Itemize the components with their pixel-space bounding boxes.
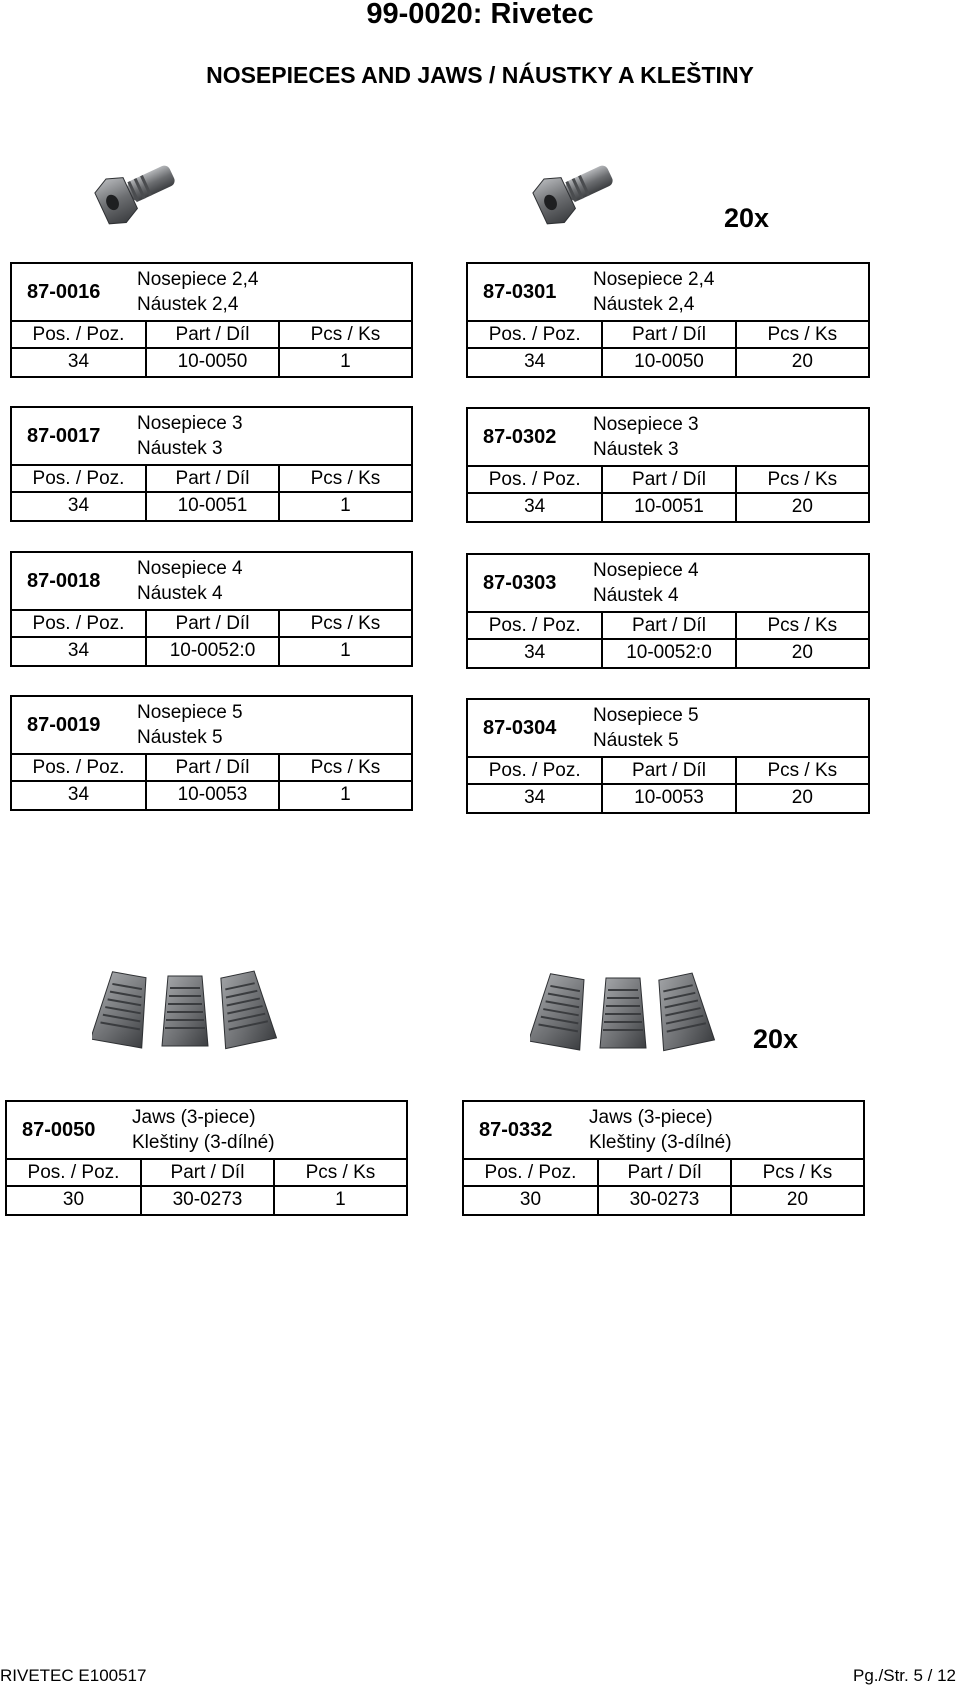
description-en: Nosepiece 5 <box>137 702 243 723</box>
table-row <box>468 494 868 521</box>
cell-part: 10-0051 <box>601 494 734 521</box>
header-part: Part / Díl <box>145 611 278 636</box>
table-row <box>7 1187 406 1214</box>
part-number: 87-0304 <box>483 716 557 739</box>
cell-part: 10-0053 <box>145 782 278 809</box>
cell-pos: 34 <box>67 351 90 372</box>
nosepiece-image-left <box>92 155 182 227</box>
description-en: Nosepiece 3 <box>593 414 699 435</box>
cell-part: 10-0050 <box>145 349 278 376</box>
description-en: Jaws (3-piece) <box>132 1107 256 1128</box>
table-header-row <box>468 322 868 349</box>
table-header-row <box>468 613 868 640</box>
description-cz: Náustek 5 <box>593 730 679 751</box>
header-part: Part / Díl <box>140 1160 273 1185</box>
header-pcs: Pcs / Ks <box>735 322 868 347</box>
nosepiece-card-left <box>10 695 413 811</box>
description-cz: Náustek 5 <box>137 727 223 748</box>
part-number: 87-0302 <box>483 425 557 448</box>
cell-part: 10-0050 <box>601 349 734 376</box>
cell-pos: 30 <box>519 1189 542 1210</box>
part-number: 87-0301 <box>483 280 557 303</box>
description-cz: Kleštiny (3-dílné) <box>589 1132 732 1153</box>
cell-pos: 34 <box>67 640 90 661</box>
cell-part: 30-0273 <box>597 1187 730 1214</box>
table-header-row <box>12 466 411 493</box>
jaws-image-left <box>92 970 282 1052</box>
header-part: Part / Díl <box>601 322 734 347</box>
cell-pcs: 20 <box>735 494 868 521</box>
part-number: 87-0332 <box>479 1118 553 1141</box>
nosepiece-card-left <box>10 551 413 667</box>
header-part: Part / Díl <box>145 322 278 347</box>
cell-part: 10-0051 <box>145 493 278 520</box>
description-cz: Náustek 4 <box>593 585 679 606</box>
description-cz: Kleštiny (3-dílné) <box>132 1132 275 1153</box>
nosepiece-card-right-head <box>468 264 868 322</box>
nosepiece-card-left-head <box>12 264 411 322</box>
cell-pos: 34 <box>67 784 90 805</box>
part-number: 87-0019 <box>27 713 101 736</box>
table-header-row <box>468 758 868 785</box>
header-pos: Pos. / Poz. <box>32 468 125 489</box>
header-pcs: Pcs / Ks <box>273 1160 406 1185</box>
description-cz: Náustek 2,4 <box>593 294 695 315</box>
page-subtitle: NOSEPIECES AND JAWS / NÁUSTKY A KLEŠTINY <box>206 62 754 88</box>
description-cz: Náustek 3 <box>593 439 679 460</box>
cell-pos: 34 <box>524 642 546 663</box>
description-en: Jaws (3-piece) <box>589 1107 713 1128</box>
table-row <box>12 493 411 520</box>
header-pos: Pos. / Poz. <box>488 760 581 781</box>
header-part: Part / Díl <box>145 466 278 491</box>
nosepiece-image-right <box>530 155 620 227</box>
description-cz: Náustek 4 <box>137 583 223 604</box>
header-pos: Pos. / Poz. <box>484 1162 577 1183</box>
part-number: 87-0303 <box>483 571 557 594</box>
nosepiece-card-left-head <box>12 408 411 466</box>
cell-pcs: 1 <box>278 638 411 665</box>
description-en: Nosepiece 4 <box>137 558 243 579</box>
cell-pos: 34 <box>67 495 90 516</box>
cell-pcs: 1 <box>278 493 411 520</box>
jaws-card-left-head <box>7 1102 406 1160</box>
table-row <box>468 785 868 812</box>
cell-pcs: 20 <box>735 640 868 667</box>
cell-pos: 34 <box>524 351 546 372</box>
header-pcs: Pcs / Ks <box>735 758 868 783</box>
cell-part: 10-0052:0 <box>601 640 734 667</box>
table-row <box>12 782 411 809</box>
header-pos: Pos. / Poz. <box>32 757 125 778</box>
cell-pcs: 20 <box>730 1187 863 1214</box>
part-number: 87-0050 <box>22 1118 96 1141</box>
page-title: 99-0020: Rivetec <box>366 0 594 30</box>
header-pos: Pos. / Poz. <box>488 615 581 636</box>
header-pcs: Pcs / Ks <box>735 467 868 492</box>
jaws-image-right <box>530 972 720 1054</box>
description-cz: Náustek 2,4 <box>137 294 239 315</box>
cell-pcs: 1 <box>273 1187 406 1214</box>
description-cz: Náustek 3 <box>137 438 223 459</box>
description-en: Nosepiece 2,4 <box>137 269 259 290</box>
cell-pos: 34 <box>524 787 546 808</box>
nosepiece-card-right-head <box>468 555 868 613</box>
cell-pos: 34 <box>524 496 546 517</box>
part-number: 87-0018 <box>27 569 101 592</box>
header-pcs: Pcs / Ks <box>735 613 868 638</box>
table-header-row <box>12 611 411 638</box>
cell-part: 30-0273 <box>140 1187 273 1214</box>
nosepiece-card-right <box>466 698 870 814</box>
cell-part: 10-0052:0 <box>145 638 278 665</box>
cell-pcs: 20 <box>735 349 868 376</box>
table-row <box>468 640 868 667</box>
table-row <box>12 349 411 376</box>
jaws-card-left <box>5 1100 408 1216</box>
header-pos: Pos. / Poz. <box>488 469 581 490</box>
header-pcs: Pcs / Ks <box>730 1160 863 1185</box>
header-part: Part / Díl <box>145 755 278 780</box>
nosepiece-card-left <box>10 262 413 378</box>
table-header-row <box>12 755 411 782</box>
nosepieces-qty-badge: 20x <box>724 203 770 233</box>
nosepiece-card-right-head <box>468 409 868 467</box>
jaws-qty-badge: 20x <box>753 1024 799 1054</box>
table-header-row <box>12 322 411 349</box>
table-row <box>464 1187 863 1214</box>
description-en: Nosepiece 5 <box>593 705 699 726</box>
footer-page-number: Pg./Str. 5 / 12 <box>852 1666 956 1685</box>
nosepiece-card-left-head <box>12 553 411 611</box>
table-header-row <box>7 1160 406 1187</box>
table-row <box>12 638 411 665</box>
jaws-card-right-head <box>464 1102 863 1160</box>
header-pcs: Pcs / Ks <box>278 611 411 636</box>
header-pcs: Pcs / Ks <box>278 322 411 347</box>
header-pos: Pos. / Poz. <box>488 324 581 345</box>
table-header-row <box>468 467 868 494</box>
cell-pcs: 20 <box>735 785 868 812</box>
nosepiece-card-right <box>466 407 870 523</box>
nosepiece-card-left-head <box>12 697 411 755</box>
description-en: Nosepiece 2,4 <box>593 269 715 290</box>
part-number: 87-0016 <box>27 280 101 303</box>
header-part: Part / Díl <box>601 758 734 783</box>
header-pos: Pos. / Poz. <box>32 324 125 345</box>
table-header-row <box>464 1160 863 1187</box>
nosepiece-card-right-head <box>468 700 868 758</box>
header-pcs: Pcs / Ks <box>278 755 411 780</box>
part-number: 87-0017 <box>27 424 101 447</box>
header-part: Part / Díl <box>597 1160 730 1185</box>
table-row <box>468 349 868 376</box>
header-pcs: Pcs / Ks <box>278 466 411 491</box>
cell-pos: 30 <box>62 1189 85 1210</box>
header-pos: Pos. / Poz. <box>27 1162 120 1183</box>
header-pos: Pos. / Poz. <box>32 613 125 634</box>
description-en: Nosepiece 4 <box>593 560 699 581</box>
cell-pcs: 1 <box>278 782 411 809</box>
nosepiece-card-left <box>10 406 413 522</box>
cell-part: 10-0053 <box>601 785 734 812</box>
header-part: Part / Díl <box>601 613 734 638</box>
header-part: Part / Díl <box>601 467 734 492</box>
footer-document-id: RIVETEC E100517 <box>0 1666 147 1685</box>
nosepiece-card-right <box>466 553 870 669</box>
jaws-card-right <box>462 1100 865 1216</box>
cell-pcs: 1 <box>278 349 411 376</box>
nosepiece-card-right <box>466 262 870 378</box>
description-en: Nosepiece 3 <box>137 413 243 434</box>
